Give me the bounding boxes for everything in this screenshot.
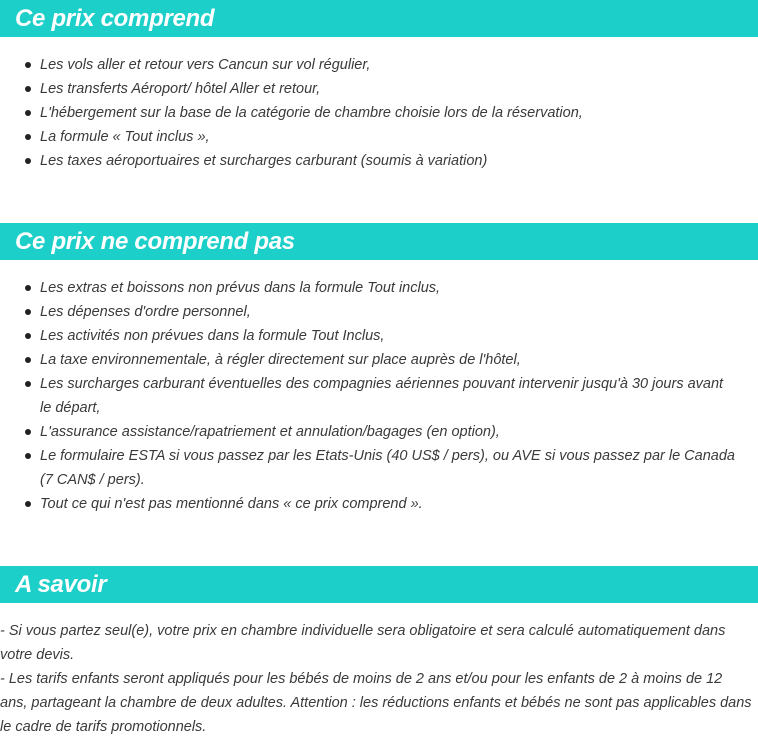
excludes-item: L'assurance assistance/rapatriement et annulation/bagages (en option), <box>0 420 735 444</box>
info-text <box>0 619 752 739</box>
excludes-header <box>0 223 758 260</box>
includes-header <box>0 0 758 37</box>
includes-item: Les taxes aéroportuaires et surcharges carburant (soumis à variation) <box>0 149 735 173</box>
excludes-item: Le formulaire ESTA si vous passez par les Etats-Unis (40 US$ / pers), ou AVE si vous passez par le Canada (7 CAN$ / pers). <box>0 444 735 492</box>
excludes-item: Tout ce qui n'est pas mentionné dans « ce prix comprend ». <box>0 492 735 516</box>
excludes-item: Les extras et boissons non prévus dans la formule Tout inclus, <box>0 276 735 300</box>
excludes-item: Les dépenses d'ordre personnel, <box>0 300 735 324</box>
info-header <box>0 566 758 603</box>
excludes-list <box>0 276 735 516</box>
excludes-item: La taxe environnementale, à régler directement sur place auprès de l'hôtel, <box>0 348 735 372</box>
includes-title: Ce prix comprend <box>15 5 215 32</box>
info-title: A savoir <box>15 571 107 598</box>
excludes-item: Les activités non prévues dans la formule Tout Inclus, <box>0 324 735 348</box>
includes-list <box>0 53 735 173</box>
excludes-title: Ce prix ne comprend pas <box>15 228 295 255</box>
includes-item: Les transferts Aéroport/ hôtel Aller et retour, <box>0 77 735 101</box>
info-line-children: - Les tarifs enfants seront appliqués pour les bébés de moins de 2 ans et/ou pour les enfants de 2 à moins de 12 ans, partageant la chambre de deux adultes. Attention : les réductions enfants et bébés ne sont pas applicables dans le cadre de tarifs promotionnels. <box>0 671 752 735</box>
includes-item: L'hébergement sur la base de la catégorie de chambre choisie lors de la réservation, <box>0 101 735 125</box>
info-line-solo: - Si vous partez seul(e), votre prix en chambre individuelle sera obligatoire et sera calculé automatiquement dans votre devis. <box>0 623 726 663</box>
includes-item: Les vols aller et retour vers Cancun sur vol régulier, <box>0 53 735 77</box>
includes-item: La formule « Tout inclus », <box>0 125 735 149</box>
excludes-item: Les surcharges carburant éventuelles des compagnies aériennes pouvant intervenir jusqu'à 30 jours avant le départ, <box>0 372 735 420</box>
